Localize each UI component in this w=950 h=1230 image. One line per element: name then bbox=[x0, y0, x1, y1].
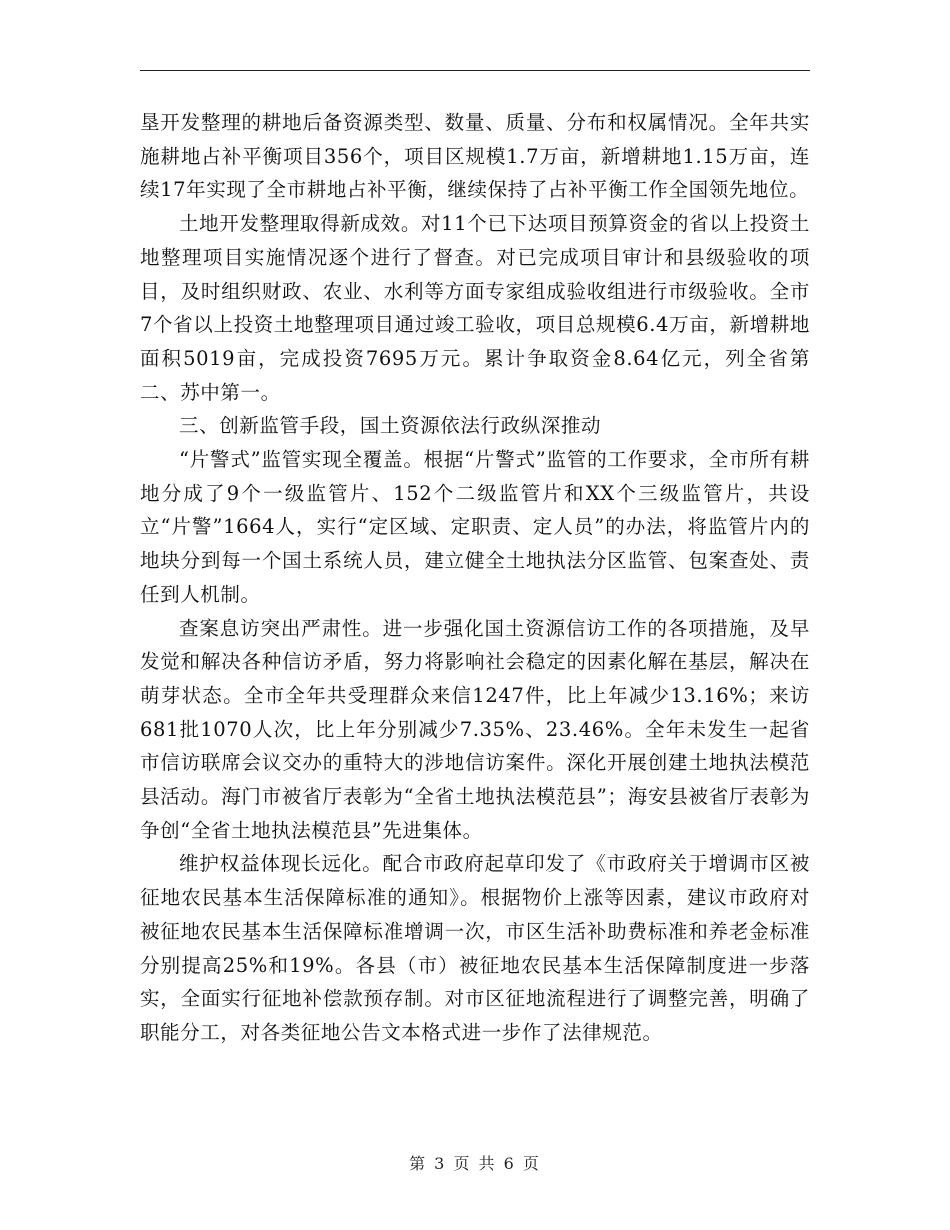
section-heading-supervision: 三、创新监管手段，国土资源依法行政纵深推动 bbox=[179, 414, 602, 438]
paragraph-rights-protection: 维护权益体现长远化。配合市政府起草印发了《市政府关于增调市区被征地农民基本生活保障标准的通知》。根据物价上涨等因素，建议市政府对被征地农民基本生活保障标准增调一次，市区生活补助费标准和养老金标准分别提高25%和19%。各县（市）被征地农民基本生活保障制度进一步落实，全面实行征地补偿款预存制。对市区征地流程进行了调整完善，明确了职能分工，对各类征地公告文本格式进一步作了法律规范。 bbox=[140, 852, 810, 1044]
page-number-footer: 第 3 页 共 6 页 bbox=[409, 1154, 541, 1173]
paragraph-land-consolidation: 土地开发整理取得新成效。对11个已下达项目预算资金的省以上投资土地整理项目实施情况逐个进行了督查。对已完成项目审计和县级验收的项目，及时组织财政、农业、水利等方面专家组成验收组进行市级验收。全市7个省以上投资土地整理项目通过竣工验收，项目总规模6.4万亩，新增耕地面积5019亩，完成投资7695万元。累计争取资金8.64亿元，列全省第二、苏中第一。 bbox=[140, 212, 810, 404]
paragraph-farmland-balance: 垦开发整理的耕地后备资源类型、数量、质量、分布和权属情况。全年共实施耕地占补平衡项目356个，项目区规模1.7万亩，新增耕地1.15万亩，连续17年实现了全市耕地占补平衡，继续保持了占补平衡工作全国领先地位。 bbox=[140, 111, 810, 202]
document-body bbox=[140, 106, 810, 1050]
paragraph-petition-handling: 查案息访突出严肃性。进一步强化国土资源信访工作的各项措施，及早发觉和解决各种信访矛盾，努力将影响社会稳定的因素化解在基层，解决在萌芽状态。全市全年共受理群众来信1247件，比上年减少13.16%；来访681批1070人次，比上年分别减少7.35%、23.46%。全年未发生一起省市信访联席会议交办的重特大的涉地信访案件。深化开展创建土地执法模范县活动。海门市被省厅表彰为“全省土地执法模范县”；海安县被省厅表彰为争创“全省土地执法模范县”先进集体。 bbox=[140, 616, 810, 842]
paragraph-patrol-supervision: “片警式”监管实现全覆盖。根据“片警式”监管的工作要求，全市所有耕地分成了9个一级监管片、152个二级监管片和XX个三级监管片，共设立“片警”1664人，实行“定区域、定职责、定人员”的办法，将监管片内的地块分到每一个国土系统人员，建立健全土地执法分区监管、包案查处、责任到人机制。 bbox=[140, 448, 810, 606]
header-rule bbox=[140, 70, 810, 71]
